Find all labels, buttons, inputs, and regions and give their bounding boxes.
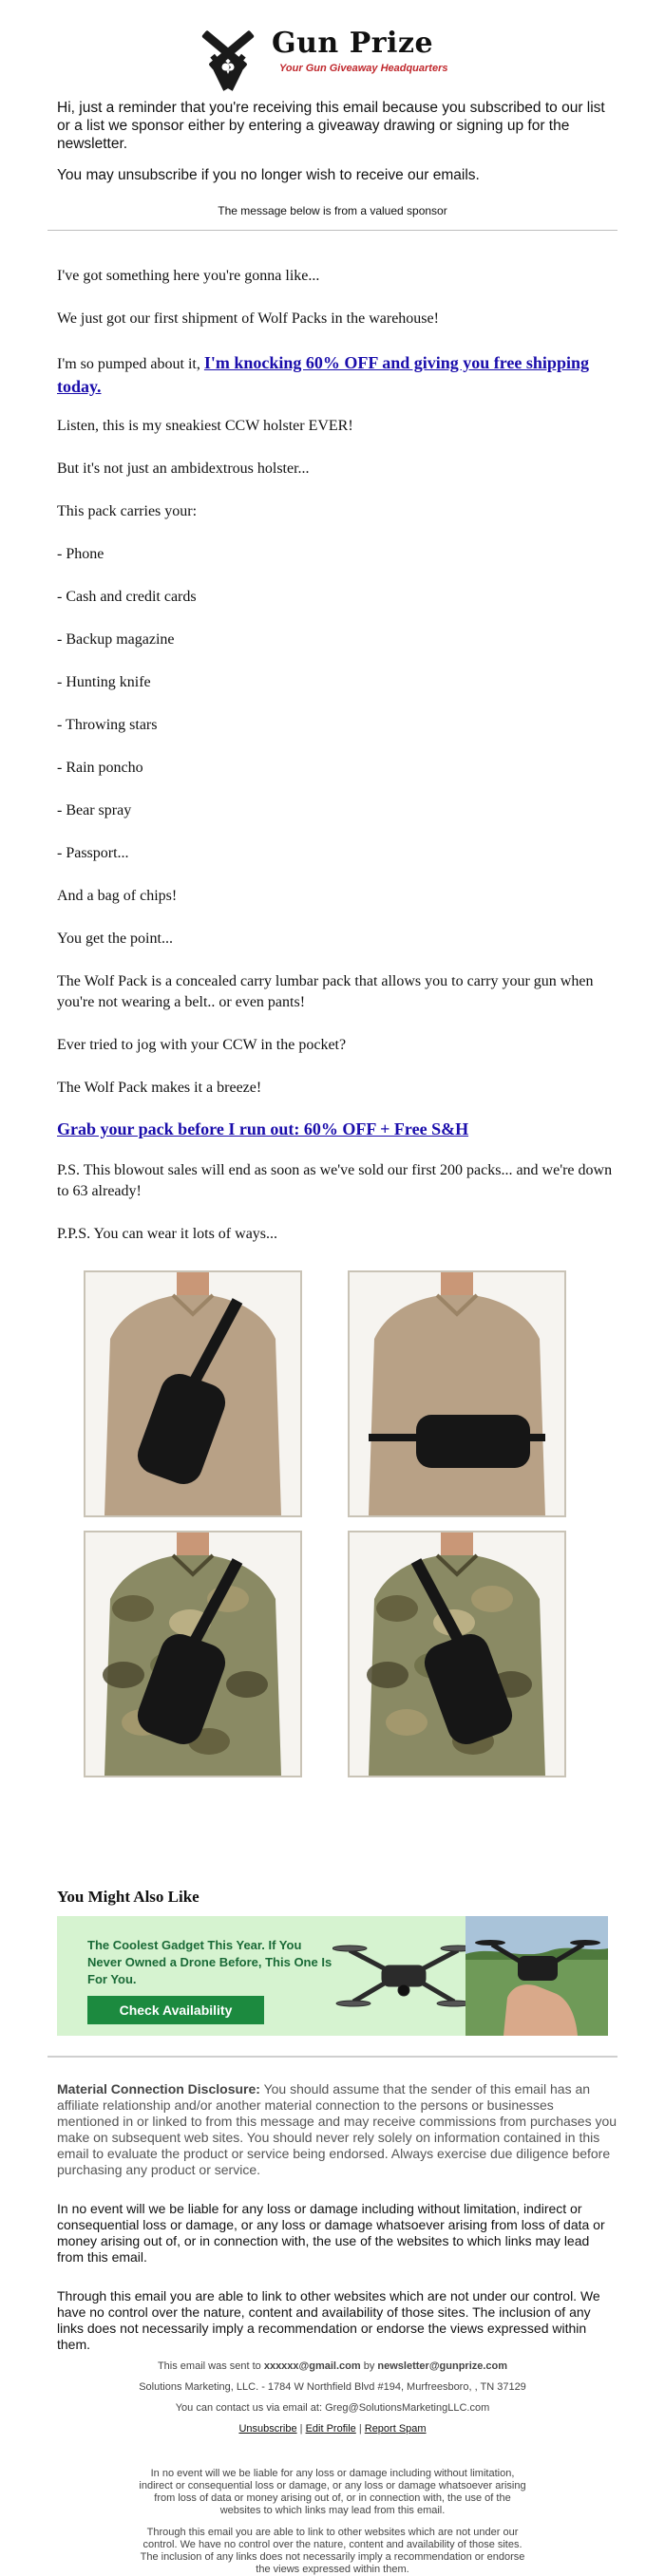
- link-separator: |: [355, 2423, 365, 2435]
- product-photo[interactable]: [84, 1531, 302, 1777]
- divider: [48, 230, 618, 231]
- paragraph: The Wolf Pack makes it a breeze!: [57, 1080, 262, 1096]
- ad-photo: [466, 1916, 608, 2036]
- brand-name: Gun Prize: [272, 27, 434, 60]
- sent-to-line: [0, 2360, 665, 2373]
- footer-liability: In no event will we be liable for any loss or damage including without limitation, indirect or consequential loss or damage, or any loss or damage whatsoever arising from loss of data or money arising out of, or in connection with, the use of the websites to which links may lead from this email.: [139, 2468, 526, 2516]
- material-disclosure: [57, 2081, 618, 2178]
- sponsor-note: The message below is from a valued sponsor: [218, 204, 447, 217]
- brand-tagline: Your Gun Giveaway Headquarters: [279, 63, 448, 74]
- intro-block: [57, 99, 612, 197]
- list-item: - Hunting knife: [57, 674, 151, 690]
- disclosure-label: Material Connection Disclosure:: [57, 2081, 260, 2097]
- footer-external: Through this email you are able to link to other websites which are not under our control. We have no control over the nature, content and availability of those sites. The inclusion of any links does not necessarily imply a recommendation or endorse the views expressed within them.: [140, 2527, 525, 2575]
- wolf-pack-image: [86, 1532, 300, 1776]
- recommend-title: You Might Also Like: [57, 1888, 200, 1906]
- sent-by: by: [360, 2360, 378, 2372]
- sent-prefix: This email was sent to: [157, 2360, 264, 2372]
- ps-paragraph: P.S. This blowout sales will end as soon as we've sold our first 200 packs... and we're down to 63 already!: [57, 1162, 613, 1199]
- link-separator: |: [296, 2423, 306, 2435]
- recipient-email: xxxxxx@gmail.com: [263, 2360, 361, 2372]
- disclosure-text: You should assume that the sender of this email has an affiliate relationship and/or another material connection to the persons or businesses mentioned in or linked to from this message and may receive commissions from purchases you make on subsequent web sites. You should never rely solely on information contained in this email to evaluate the product or service being endorsed. Always exercise due diligence before purchasing any product or service.: [57, 2081, 618, 2177]
- report-spam-link[interactable]: Report Spam: [364, 2423, 427, 2435]
- contact-line: You can contact us via email at: Greg@SolutionsMarketingLLC.com: [175, 2402, 490, 2414]
- paragraph: I've got something here you're gonna like...: [57, 268, 320, 284]
- paragraph: And a bag of chips!: [57, 888, 178, 904]
- hand-drone-image: [466, 1916, 608, 2036]
- disclosure-block: [57, 2081, 618, 2353]
- wolf-pack-image: [86, 1272, 300, 1515]
- external-links-disclaimer: Through this email you are able to link to other websites which are not under our control. We have no control over the nature, content and availability of those sites. The inclusion of any links does not necessarily imply a recommendation or endorse the views expressed within them.: [57, 2288, 600, 2352]
- wolf-pack-image: [350, 1532, 564, 1776]
- list-item: - Cash and credit cards: [57, 589, 197, 605]
- sender-email: newsletter@gunprize.com: [377, 2360, 508, 2372]
- unsubscribe-link[interactable]: Unsubscribe: [238, 2423, 297, 2435]
- list-item: - Throwing stars: [57, 717, 158, 733]
- cta-link[interactable]: Grab your pack before I run out: 60% OFF + Free S&H: [57, 1119, 469, 1138]
- list-item: - Backup magazine: [57, 631, 175, 648]
- product-photo[interactable]: [84, 1270, 302, 1517]
- liability-disclaimer: In no event will we be liable for any loss or damage including without limitation, indirect or consequential loss or damage, or any loss or damage whatsoever arising from loss of data or money arising out of, or in connection with, the use of the websites to which links may lead from this email.: [57, 2201, 605, 2265]
- subscription-reminder: Hi, just a reminder that you're receiving this email because you subscribed to our list or a list we sponsor either by entering a giveaway drawing or signing up for the newsletter.: [57, 100, 605, 152]
- list-item: - Bear spray: [57, 802, 132, 818]
- pps-paragraph: P.P.S. You can wear it lots of ways...: [57, 1226, 278, 1242]
- sponsor-message: [57, 266, 618, 1245]
- list-item: - Rain poncho: [57, 760, 143, 776]
- paragraph: This pack carries your:: [57, 503, 198, 519]
- paragraph: Ever tried to jog with your CCW in the pocket?: [57, 1037, 347, 1053]
- wolf-pack-image: [350, 1272, 564, 1515]
- offer-link[interactable]: I'm knocking 60% OFF and giving you free shipping today.: [57, 353, 589, 396]
- list-item: - Phone: [57, 546, 104, 562]
- paragraph: You get the point...: [57, 931, 173, 947]
- edit-profile-link[interactable]: Edit Profile: [305, 2423, 356, 2435]
- product-photo[interactable]: [348, 1270, 566, 1517]
- unsubscribe-note: You may unsubscribe if you no longer wish to receive our emails.: [57, 167, 480, 183]
- product-photo[interactable]: [348, 1531, 566, 1777]
- footer-links: [0, 2423, 665, 2435]
- gun-prize-logo[interactable]: [190, 17, 475, 93]
- paragraph: The Wolf Pack is a concealed carry lumbar pack that allows you to carry your gun when you're not wearing a belt.. or even pants!: [57, 973, 594, 1010]
- drone-ad-banner[interactable]: [57, 1916, 608, 2036]
- paragraph: Listen, this is my sneakiest CCW holster EVER!: [57, 418, 353, 434]
- divider: [48, 2056, 618, 2058]
- ad-headline: The Coolest Gadget This Year. If You Never Owned a Drone Before, This One Is For You.: [87, 1938, 332, 1986]
- company-address: Solutions Marketing, LLC. - 1784 W Northfield Blvd #194, Murfreesboro, , TN 37129: [139, 2381, 526, 2393]
- cta-paragraph: [57, 1118, 618, 1141]
- email-footer: [0, 2360, 665, 2576]
- check-availability-button[interactable]: Check Availability: [87, 1996, 264, 2024]
- list-item: - Passport...: [57, 845, 129, 861]
- product-photo-grid: [84, 1270, 585, 1779]
- offer-prefix: I'm so pumped about it,: [57, 356, 204, 372]
- crossed-pistols-icon: [190, 17, 266, 93]
- offer-paragraph: [57, 351, 618, 399]
- drone-icon: [332, 1924, 475, 2028]
- paragraph: But it's not just an ambidextrous holster...: [57, 461, 310, 477]
- email-header: [0, 8, 665, 91]
- paragraph: We just got our first shipment of Wolf Packs in the warehouse!: [57, 310, 439, 327]
